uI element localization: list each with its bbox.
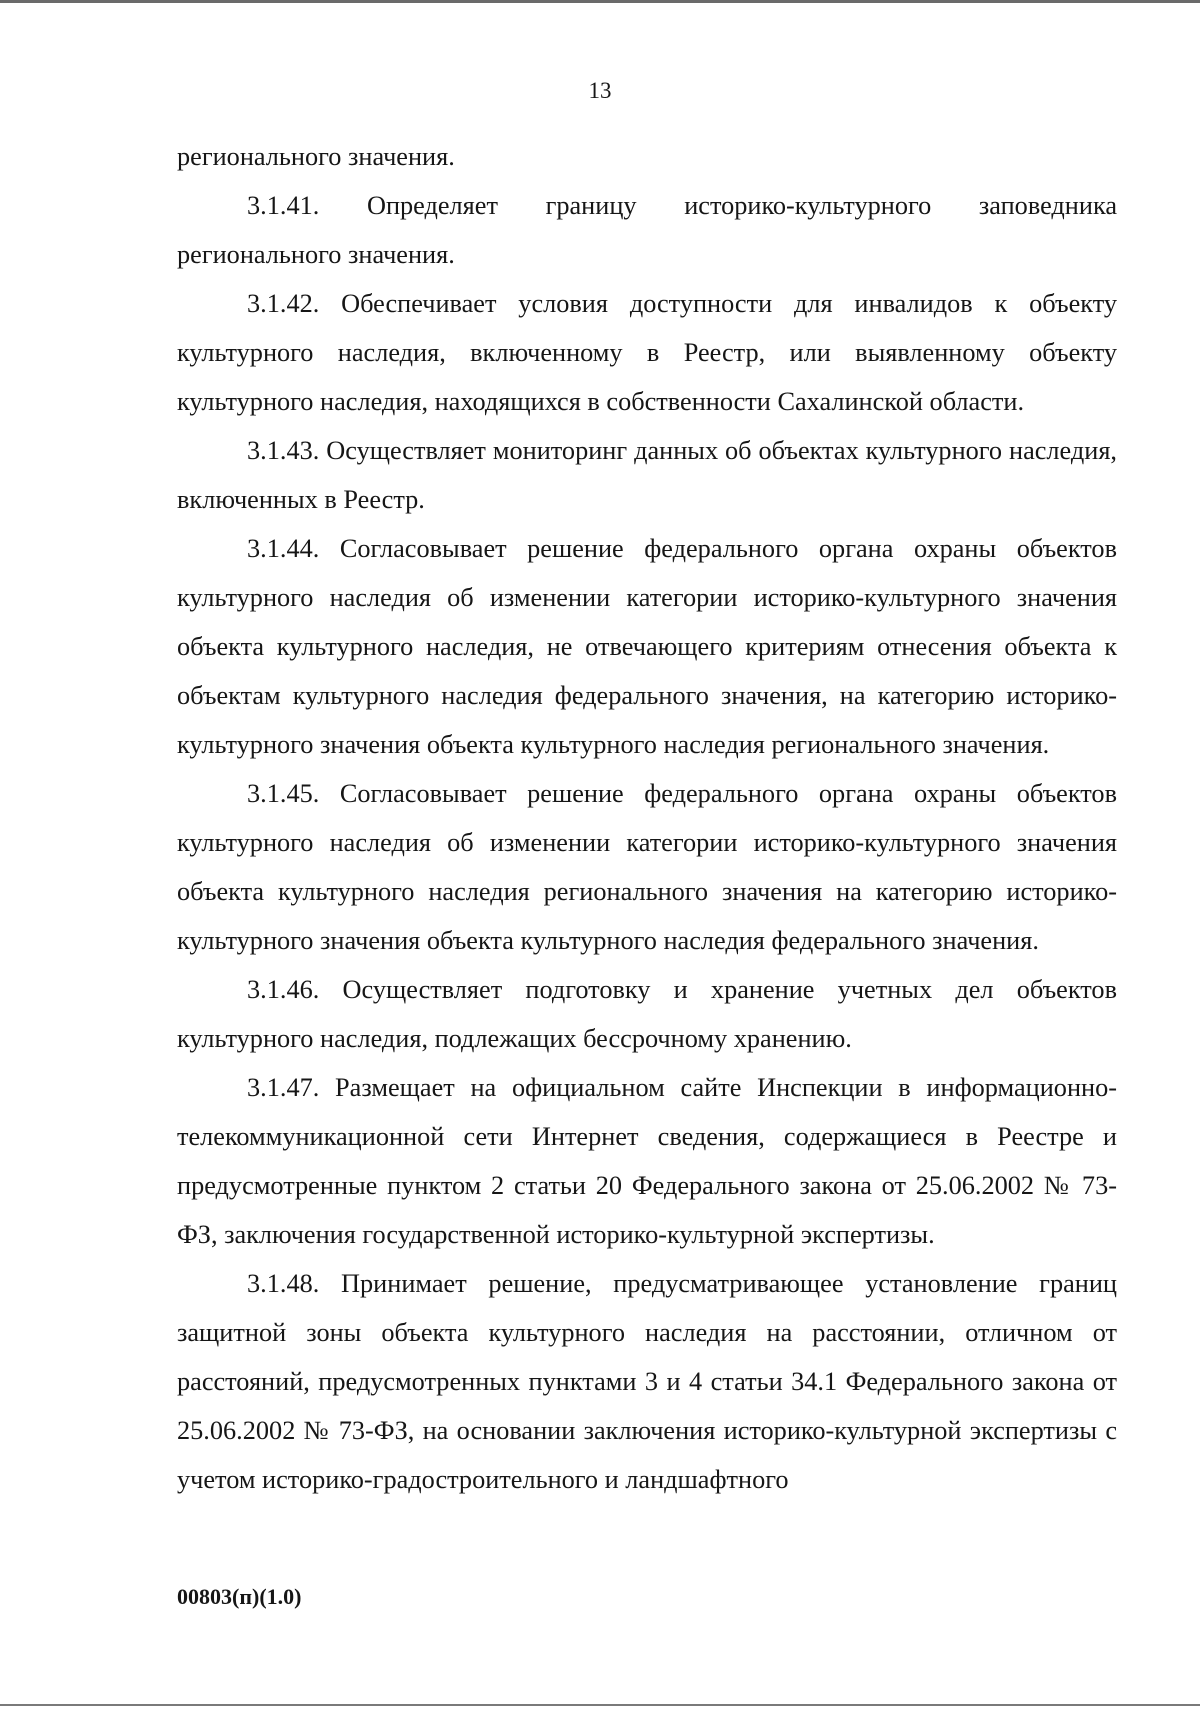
document-body — [177, 132, 1117, 1504]
paragraph-3-1-42: 3.1.42. Обеспечивает условия доступности для инвалидов к объекту культурного наследия, включенному в Реестр, или выявленному объекту культурного наследия, находящихся в собственности Сахалинской области. — [177, 289, 1117, 416]
scan-edge-top — [0, 0, 1200, 3]
page-number: 13 — [588, 78, 612, 103]
paragraph-3-1-45: 3.1.45. Согласовывает решение федерального органа охраны объектов культурного наследия об изменении категории историко-культурного значения объекта культурного наследия регионального значения на категорию историко-культурного значения объекта культурного наследия федерального значения. — [177, 779, 1117, 955]
paragraph-3-1-44: 3.1.44. Согласовывает решение федерального органа охраны объектов культурного наследия об изменении категории историко-культурного значения объекта культурного наследия, не отвечающего критериям отнесения объекта к объектам культурного наследия федерального значения, на категорию историко-культурного значения объекта культурного наследия регионального значения. — [177, 534, 1117, 759]
paragraph-3-1-47: 3.1.47. Размещает на официальном сайте Инспекции в информационно-телекоммуникационной сети Интернет сведения, содержащиеся в Реестре и предусмотренные пунктом 2 статьи 20 Федерального закона от 25.06.2002 № 73-ФЗ, заключения государственной историко-культурной экспертизы. — [177, 1073, 1117, 1249]
document-code: 00803(п)(1.0) — [177, 1584, 302, 1609]
scan-edge-bottom — [0, 1704, 1200, 1706]
paragraph-3-1-48: 3.1.48. Принимает решение, предусматривающее установление границ защитной зоны объекта культурного наследия на расстоянии, отличном от расстояний, предусмотренных пунктами 3 и 4 статьи 34.1 Федерального закона от 25.06.2002 № 73-ФЗ, на основании заключения историко-культурной экспертизы с учетом историко-градостроительного и ландшафтного — [177, 1269, 1117, 1494]
paragraph-3-1-41: 3.1.41. Определяет границу историко-культурного заповедника регионального значения. — [177, 191, 1117, 269]
paragraph-continuation: регионального значения. — [177, 142, 455, 171]
paragraph-3-1-43: 3.1.43. Осуществляет мониторинг данных об объектах культурного наследия, включенных в Реестр. — [177, 436, 1117, 514]
paragraph-3-1-46: 3.1.46. Осуществляет подготовку и хранение учетных дел объектов культурного наследия, подлежащих бессрочному хранению. — [177, 975, 1117, 1053]
